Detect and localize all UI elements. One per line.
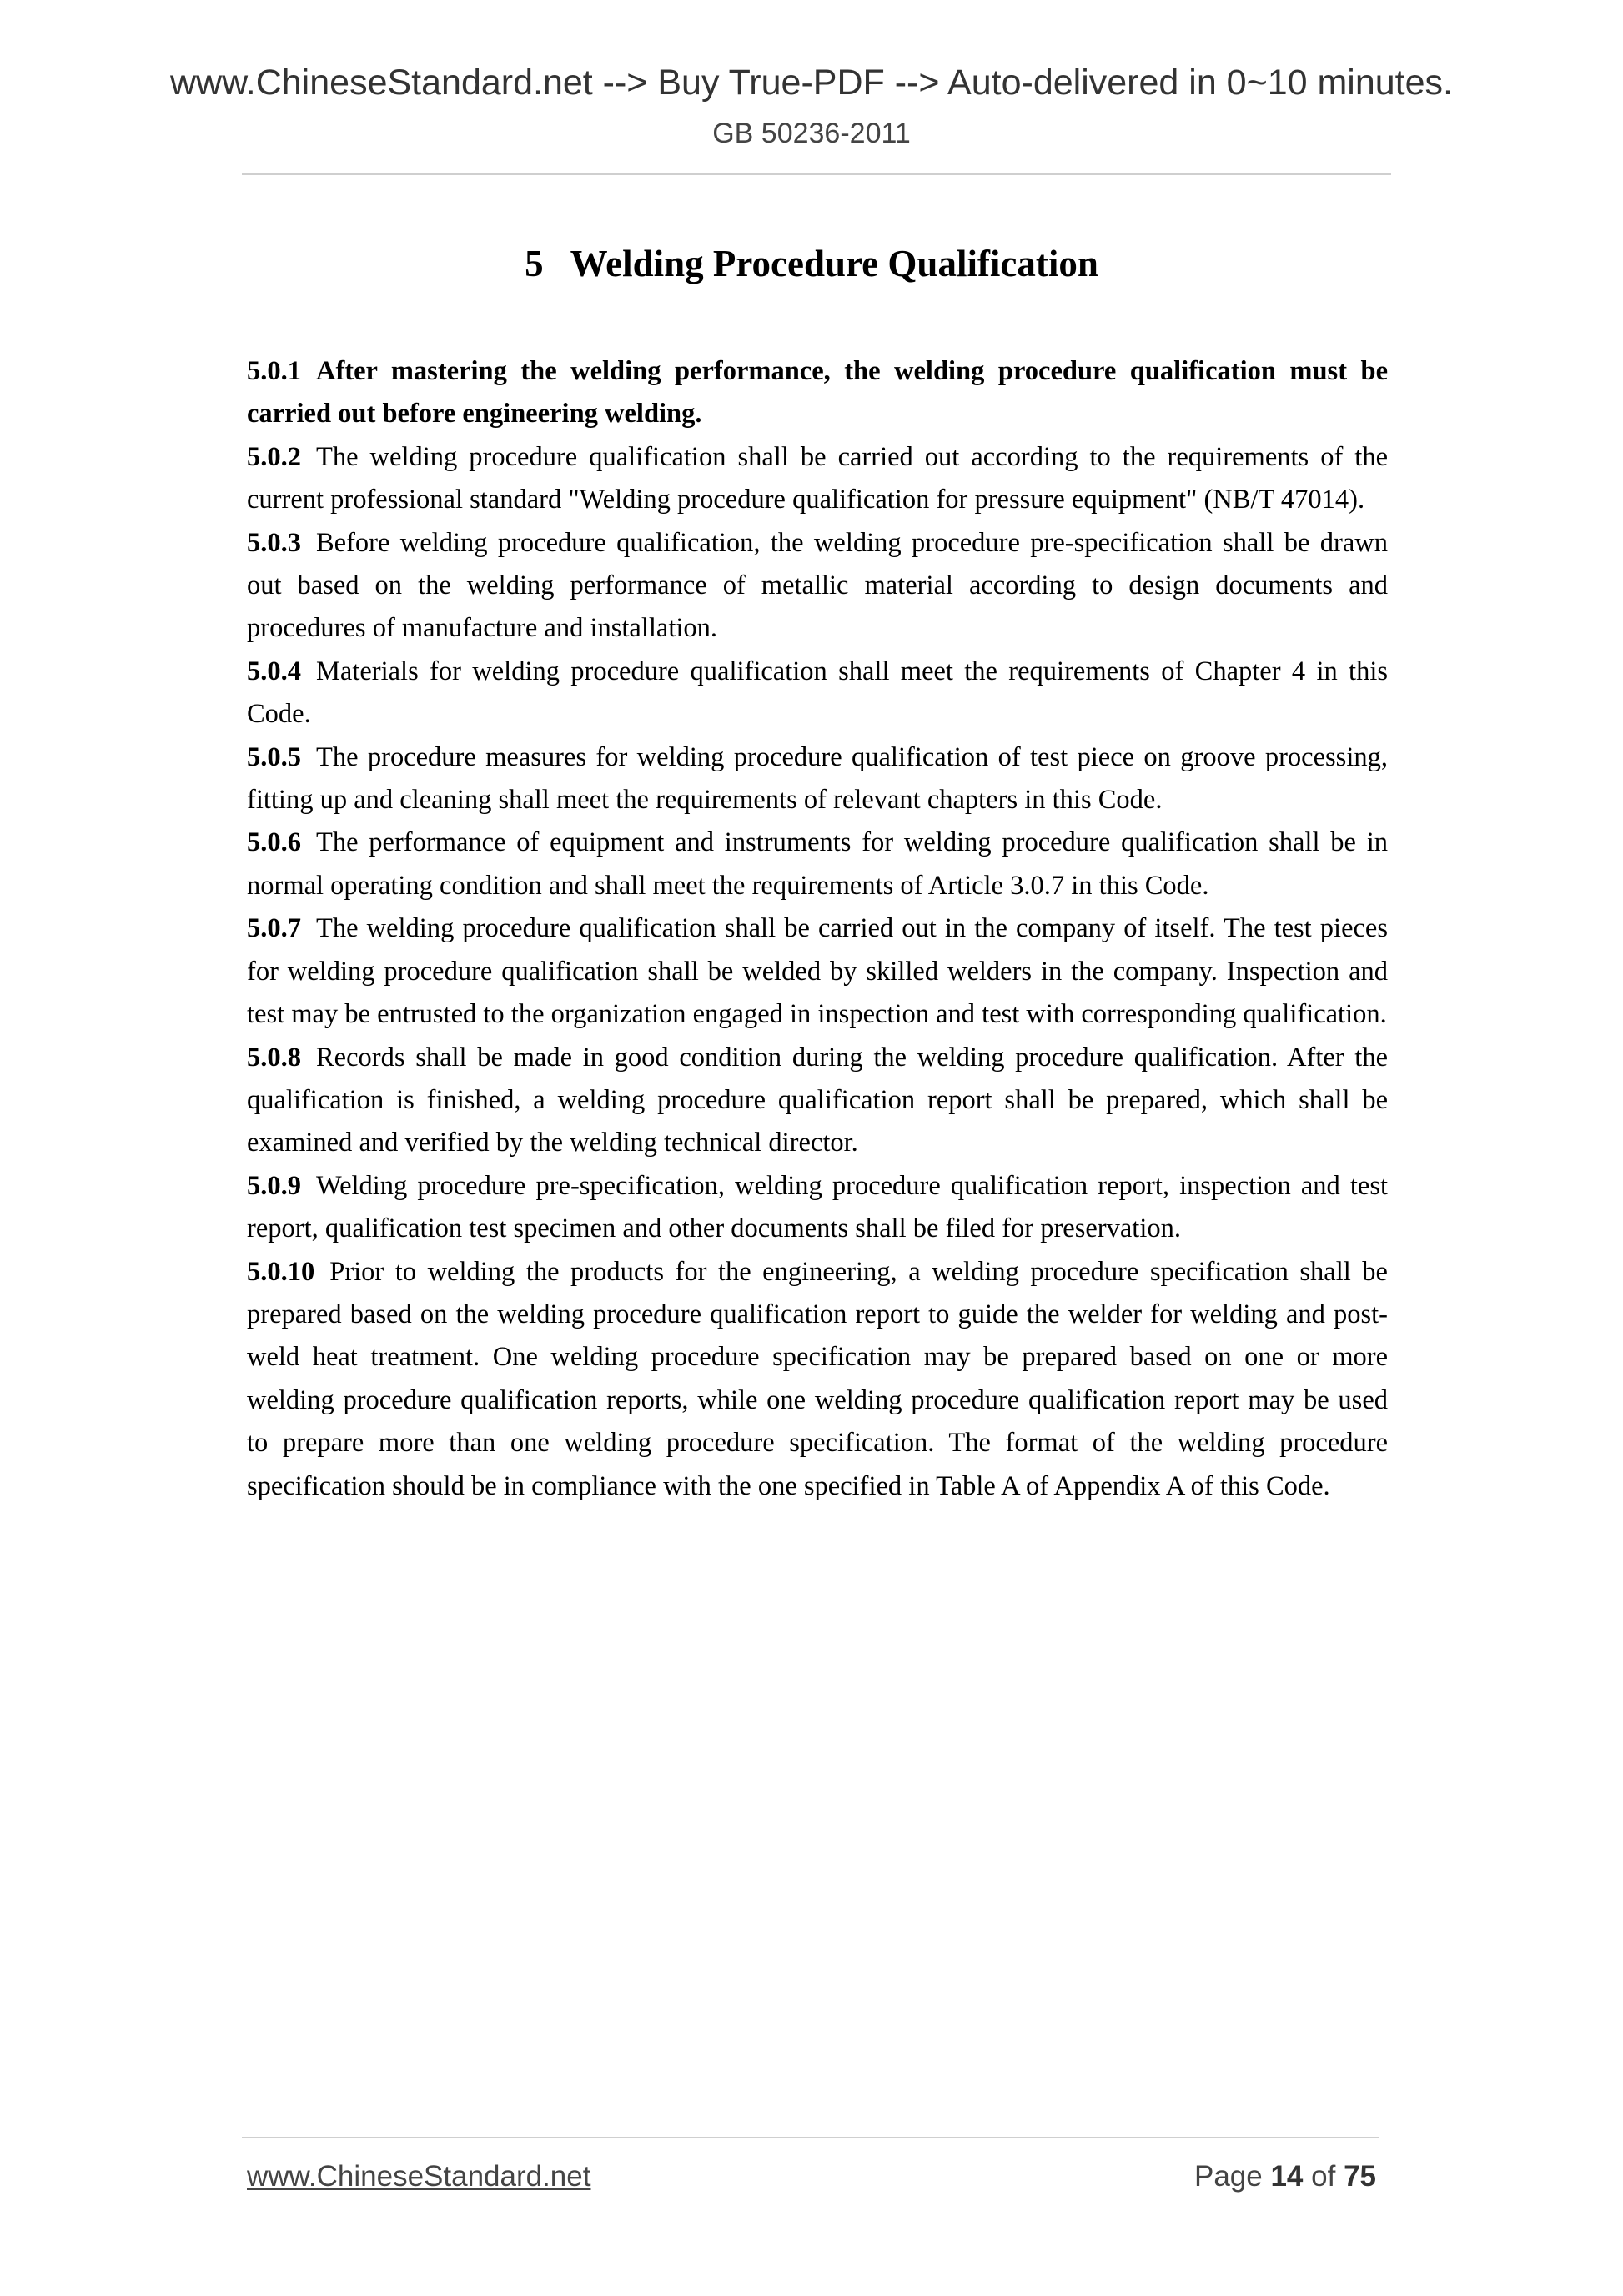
clause-text: Materials for welding procedure qualification shall meet the requirements of Chapter 4 in this Code. [247,656,1388,730]
page-prefix: Page [1193,2160,1263,2193]
clause-5-0-4 [247,651,1388,736]
clause-list [247,350,1388,1508]
total-page-count: 75 [1344,2160,1376,2193]
clause-5-0-2 [247,436,1388,522]
clause-text: After mastering the welding performance, the welding procedure qualification must be carried out before engineering welding. [247,356,1388,430]
clause-number: 5.0.6 [247,827,301,858]
page-separator: of [1311,2160,1336,2193]
footer-website-link[interactable]: www.ChineseStandard.net [247,2160,591,2193]
clause-text: The performance of equipment and instruments for welding procedure qualification shall be in normal operating condition and shall meet the requirements of Article 3.0.7 in this Code. [247,827,1388,901]
clause-text: Before welding procedure qualification, the welding procedure pre-specification shall be drawn out based on the welding performance of metallic material according to design documents and procedures of manufacture and installation. [247,527,1388,644]
clause-text: Welding procedure pre-specification, welding procedure qualification report, inspection and test report, qualification test specimen and other documents shall be filed for preservation. [247,1170,1388,1244]
clause-number: 5.0.4 [247,656,301,686]
chapter-title [0,245,1623,283]
clause-number: 5.0.2 [247,441,301,472]
clause-5-0-3 [247,522,1388,651]
clause-text: The welding procedure qualification shall be carried out according to the requirements of the current professional standard "Welding procedure qualification for pressure equipment" (NB/T 47014). [247,441,1388,515]
clause-5-0-7 [247,907,1388,1036]
clause-text: Records shall be made in good condition during the welding procedure qualification. After the qualification is finished, a welding procedure qualification report shall be prepared, which shall be examined and verified by the welding technical director. [247,1042,1388,1158]
current-page-number: 14 [1270,2160,1304,2193]
clause-number: 5.0.9 [247,1170,301,1201]
header-banner: www.ChineseStandard.net --> Buy True-PDF --> Auto-delivered in 0~10 minutes. [169,63,1453,103]
clause-text: Prior to welding the products for the engineering, a welding procedure specification shall be prepared based on the welding procedure qualification report to guide the welder for welding and post-weld heat treatment. One welding procedure specification may be prepared based on one or more welding procedure qualification reports, while one welding procedure qualification report may be used to prepare more than one welding procedure specification. The format of the welding procedure specification should be in compliance with the one specified in Table A of Appendix A of this Code. [247,1256,1388,1501]
clause-text: The welding procedure qualification shall be carried out in the company of itself. The test pieces for welding procedure qualification shall be welded by skilled welders in the company. Inspection and test may be entrusted to the organization engaged in inspection and test with corresponding qualification. [247,913,1388,1030]
clause-number: 5.0.3 [247,527,301,558]
clause-number: 5.0.5 [247,741,301,772]
clause-5-0-10 [247,1251,1388,1508]
document-number: GB 50236-2011 [712,118,911,149]
chapter-number: 5 [525,243,544,284]
header-divider [242,173,1391,175]
chapter-title-text: Welding Procedure Qualification [570,243,1098,284]
clause-5-0-8 [247,1037,1388,1165]
clause-number: 5.0.10 [247,1256,315,1287]
clause-text: The procedure measures for welding procedure qualification of test piece on groove processing, fitting up and cleaning shall meet the requirements of relevant chapters in this Code. [247,741,1388,816]
clause-number: 5.0.8 [247,1042,301,1073]
clause-number: 5.0.1 [247,356,301,386]
clause-5-0-5 [247,736,1388,822]
clause-5-0-1 [247,350,1388,436]
clause-5-0-6 [247,821,1388,907]
page-indicator [1194,2162,1376,2191]
clause-number: 5.0.7 [247,913,301,944]
clause-5-0-9 [247,1165,1388,1251]
footer-divider [242,2137,1379,2138]
